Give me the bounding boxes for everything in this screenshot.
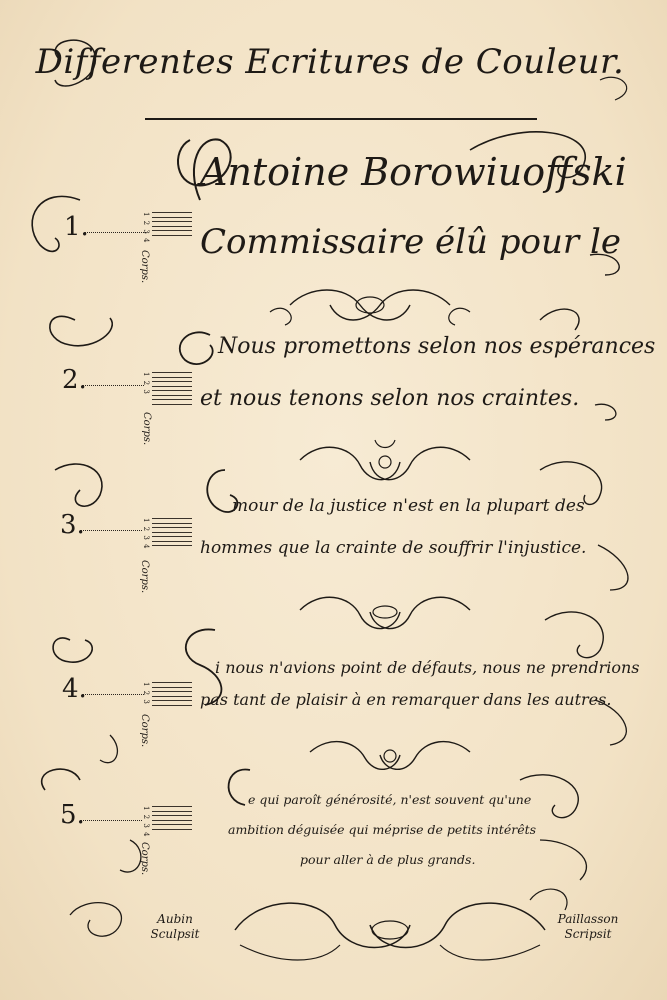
specimen-5-line-2: ambition déguisée qui méprise de petits intérêts bbox=[228, 822, 537, 837]
specimen-5-line-1: e qui paroît générosité, n'est souvent qu'une bbox=[248, 792, 532, 807]
specimen-3-line-2: hommes que la crainte de souffrir l'injustice. bbox=[200, 538, 587, 558]
scribe-name: Paillasson bbox=[557, 912, 619, 926]
scale-numerals-2: 1 2 3 bbox=[142, 372, 150, 395]
specimen-2-line-1: Nous promettons selon nos espérances bbox=[218, 334, 656, 359]
divider-ornament-4 bbox=[310, 742, 470, 770]
page-title: Differentes Ecritures de Couleur. bbox=[35, 42, 625, 82]
specimen-1-line-1: Antoine Borowiuoffski bbox=[200, 150, 627, 194]
size-number-3: 3. bbox=[60, 510, 85, 540]
corps-label-3: Corps. bbox=[139, 560, 150, 594]
capital-swash-3 bbox=[207, 470, 237, 512]
number-4-swash bbox=[53, 638, 92, 662]
specimen-4-line-1: i nous n'avions point de défauts, nous ne prendrions bbox=[215, 658, 640, 677]
title-flourish-left bbox=[55, 40, 95, 86]
corps-label-2: Corps. bbox=[141, 412, 152, 446]
bottom-right-swash bbox=[530, 889, 567, 910]
capital-swash-5 bbox=[229, 770, 250, 805]
number-3-swash bbox=[55, 464, 102, 506]
number-5-swash bbox=[42, 769, 80, 790]
divider-ornament-1 bbox=[270, 290, 470, 325]
number-4-lower-swash bbox=[100, 735, 117, 763]
size-number-5: 5. bbox=[60, 800, 85, 830]
size-number-1: 1. bbox=[64, 212, 89, 242]
specimen-1-line-2: Commissaire élû pour le bbox=[200, 222, 621, 262]
size-number-4: 4. bbox=[62, 674, 87, 704]
corps-label-5: Corps. bbox=[139, 842, 150, 876]
line3-upper-swash bbox=[540, 462, 602, 505]
corps-label-4: Corps. bbox=[139, 714, 150, 748]
line4-upper-swash bbox=[545, 612, 603, 658]
line2-upper-swash bbox=[540, 309, 579, 330]
capital-swash-2 bbox=[180, 332, 213, 364]
scribe-role: Scripsit bbox=[564, 927, 612, 941]
number-1-swash bbox=[32, 196, 80, 251]
number-2-swash bbox=[50, 316, 112, 345]
specimen-5-line-3: pour aller à de plus grands. bbox=[300, 852, 476, 867]
corps-label-1: Corps. bbox=[139, 250, 150, 284]
title-flourish-right bbox=[600, 77, 627, 100]
specimen-2-line-2: et nous tenons selon nos craintes. bbox=[200, 386, 580, 411]
line5-upper-swash bbox=[520, 775, 578, 818]
size-number-2: 2. bbox=[62, 365, 87, 395]
bottom-left-swash bbox=[70, 903, 121, 937]
divider-ornament-3 bbox=[300, 597, 470, 628]
divider-ornament-2 bbox=[300, 440, 470, 480]
line5-end-swash bbox=[540, 840, 586, 880]
scale-numerals-5: 1 2 3 4 bbox=[142, 806, 150, 838]
line4-end-swash bbox=[595, 700, 626, 745]
number-5-lower-swash bbox=[120, 840, 141, 872]
line3-end-swash bbox=[598, 545, 628, 590]
engraver-role: Sculpsit bbox=[150, 927, 200, 941]
line1-end-swash bbox=[590, 254, 619, 275]
capital-swash-1 bbox=[178, 139, 231, 200]
capital-swash-4 bbox=[186, 629, 222, 705]
line2-end-swash bbox=[595, 404, 616, 420]
upper-right-swash bbox=[470, 132, 585, 178]
scale-numerals-4: 1 2 3 bbox=[142, 682, 150, 705]
scale-numerals-1: 1 2 3 4 bbox=[142, 212, 150, 244]
scale-numerals-3: 1 2 3 4 bbox=[142, 518, 150, 550]
specimen-4-line-2: pas tant de plaisir à en remarquer dans les autres. bbox=[200, 690, 612, 709]
engraver-name: Aubin bbox=[157, 912, 193, 926]
specimen-3-line-1: mour de la justice n'est en la plupart des bbox=[232, 496, 585, 516]
bottom-ornament bbox=[235, 903, 545, 960]
